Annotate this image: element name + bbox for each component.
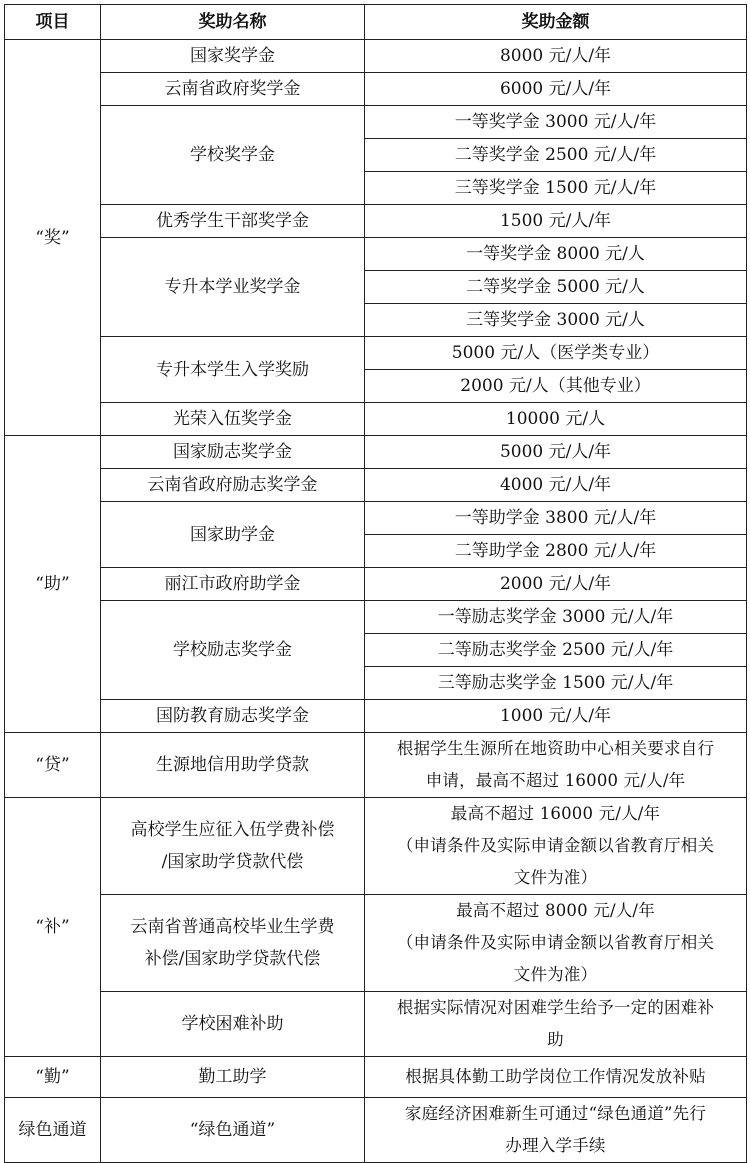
table-row (5, 798, 747, 895)
amount-line: 根据实际情况对困难学生给予一定的困难补 (396, 998, 715, 1017)
name-line: 补偿/国家助学贷款代偿 (144, 949, 321, 969)
award-name: 学校奖学金 (101, 106, 365, 205)
table-row (5, 469, 747, 502)
award-amount (365, 992, 747, 1057)
header-name: 奖助名称 (101, 5, 365, 40)
award-amount: 一等励志奖学金 3000 元/人/年 (365, 601, 747, 634)
amount-line: 文件为准） (513, 965, 598, 984)
award-name: 勤工助学 (101, 1057, 365, 1098)
award-amount (365, 798, 747, 895)
award-amount (365, 733, 747, 798)
award-amount: 一等助学金 3800 元/人/年 (365, 502, 747, 535)
award-name: 丽江市政府助学金 (101, 568, 365, 601)
award-amount: 根据具体勤工助学岗位工作情况发放补贴 (365, 1057, 747, 1098)
award-amount: 5000 元/人（医学类专业） (365, 337, 747, 370)
amount-line: 助 (547, 1030, 564, 1049)
table-row (5, 601, 747, 634)
header-category: 项目 (5, 5, 101, 40)
amount-line: 办理入学手续 (505, 1136, 606, 1155)
award-name: 云南省政府励志奖学金 (101, 469, 365, 502)
category-qin: “勤” (5, 1057, 101, 1098)
table-row (5, 568, 747, 601)
award-amount: 1000 元/人/年 (365, 700, 747, 733)
award-name: 国家奖学金 (101, 40, 365, 73)
award-name (101, 798, 365, 895)
name-line: /国家助学贷款代偿 (161, 852, 304, 872)
name-line: 云南省普通高校毕业生学费 (130, 917, 335, 937)
award-name (101, 895, 365, 992)
award-amount (365, 1098, 747, 1163)
award-amount: 三等奖学金 3000 元/人 (365, 304, 747, 337)
award-amount: 一等奖学金 8000 元/人 (365, 238, 747, 271)
award-amount: 5000 元/人/年 (365, 436, 747, 469)
table-row (5, 733, 747, 798)
table-row (5, 1098, 747, 1163)
award-amount: 二等奖学金 2500 元/人/年 (365, 139, 747, 172)
award-name: 国防教育励志奖学金 (101, 700, 365, 733)
award-amount (365, 895, 747, 992)
amount-line: （申请条件及实际申请金额以省教育厅相关 (396, 836, 715, 855)
award-name: 国家励志奖学金 (101, 436, 365, 469)
table-row (5, 205, 747, 238)
table-row (5, 106, 747, 139)
category-dai: “贷” (5, 733, 101, 798)
award-amount: 8000 元/人/年 (365, 40, 747, 73)
table-row (5, 337, 747, 370)
award-name: 云南省政府奖学金 (101, 73, 365, 106)
award-amount: 二等励志奖学金 2500 元/人/年 (365, 634, 747, 667)
award-amount: 1500 元/人/年 (365, 205, 747, 238)
award-name: 优秀学生干部奖学金 (101, 205, 365, 238)
table-row (5, 700, 747, 733)
amount-line: 家庭经济困难新生可通过“绿色通道”先行 (404, 1104, 707, 1123)
financial-aid-table (4, 4, 747, 1163)
award-amount: 2000 元/人（其他专业） (365, 370, 747, 403)
table-row (5, 73, 747, 106)
award-amount: 三等励志奖学金 1500 元/人/年 (365, 667, 747, 700)
name-line: 高校学生应征入伍学费补偿 (130, 820, 335, 840)
amount-line: （申请条件及实际申请金额以省教育厅相关 (396, 933, 715, 952)
award-name: 学校困难补助 (101, 992, 365, 1057)
award-amount: 二等奖学金 5000 元/人 (365, 271, 747, 304)
table-row (5, 992, 747, 1057)
amount-line: 申请，最高不超过 16000 元/人/年 (425, 771, 686, 790)
amount-line: 最高不超过 8000 元/人/年 (456, 901, 655, 920)
award-amount: 三等奖学金 1500 元/人/年 (365, 172, 747, 205)
table-row (5, 238, 747, 271)
award-amount: 2000 元/人/年 (365, 568, 747, 601)
award-amount: 一等奖学金 3000 元/人/年 (365, 106, 747, 139)
award-name: 专升本学生入学奖励 (101, 337, 365, 403)
award-name: 生源地信用助学贷款 (101, 733, 365, 798)
award-name: 光荣入伍奖学金 (101, 403, 365, 436)
table-row (5, 502, 747, 535)
table-row (5, 1057, 747, 1098)
table-row (5, 895, 747, 992)
award-amount: 6000 元/人/年 (365, 73, 747, 106)
category-lvse: 绿色通道 (5, 1098, 101, 1163)
amount-line: 根据学生生源所在地资助中心相关要求自行 (396, 739, 715, 758)
header-amount: 奖助金额 (365, 5, 747, 40)
table-row (5, 403, 747, 436)
award-name: 国家助学金 (101, 502, 365, 568)
award-name: “绿色通道” (101, 1098, 365, 1163)
category-bu: “补” (5, 798, 101, 1057)
award-amount: 10000 元/人 (365, 403, 747, 436)
award-name: 专升本学业奖学金 (101, 238, 365, 337)
award-name: 学校励志奖学金 (101, 601, 365, 700)
amount-line: 文件为准） (513, 868, 598, 887)
award-amount: 4000 元/人/年 (365, 469, 747, 502)
table-row (5, 436, 747, 469)
amount-line: 最高不超过 16000 元/人/年 (450, 804, 661, 823)
category-jiang: “奖” (5, 40, 101, 436)
category-zhu: “助” (5, 436, 101, 733)
table-header-row (5, 5, 747, 40)
table-row (5, 40, 747, 73)
award-amount: 二等助学金 2800 元/人/年 (365, 535, 747, 568)
